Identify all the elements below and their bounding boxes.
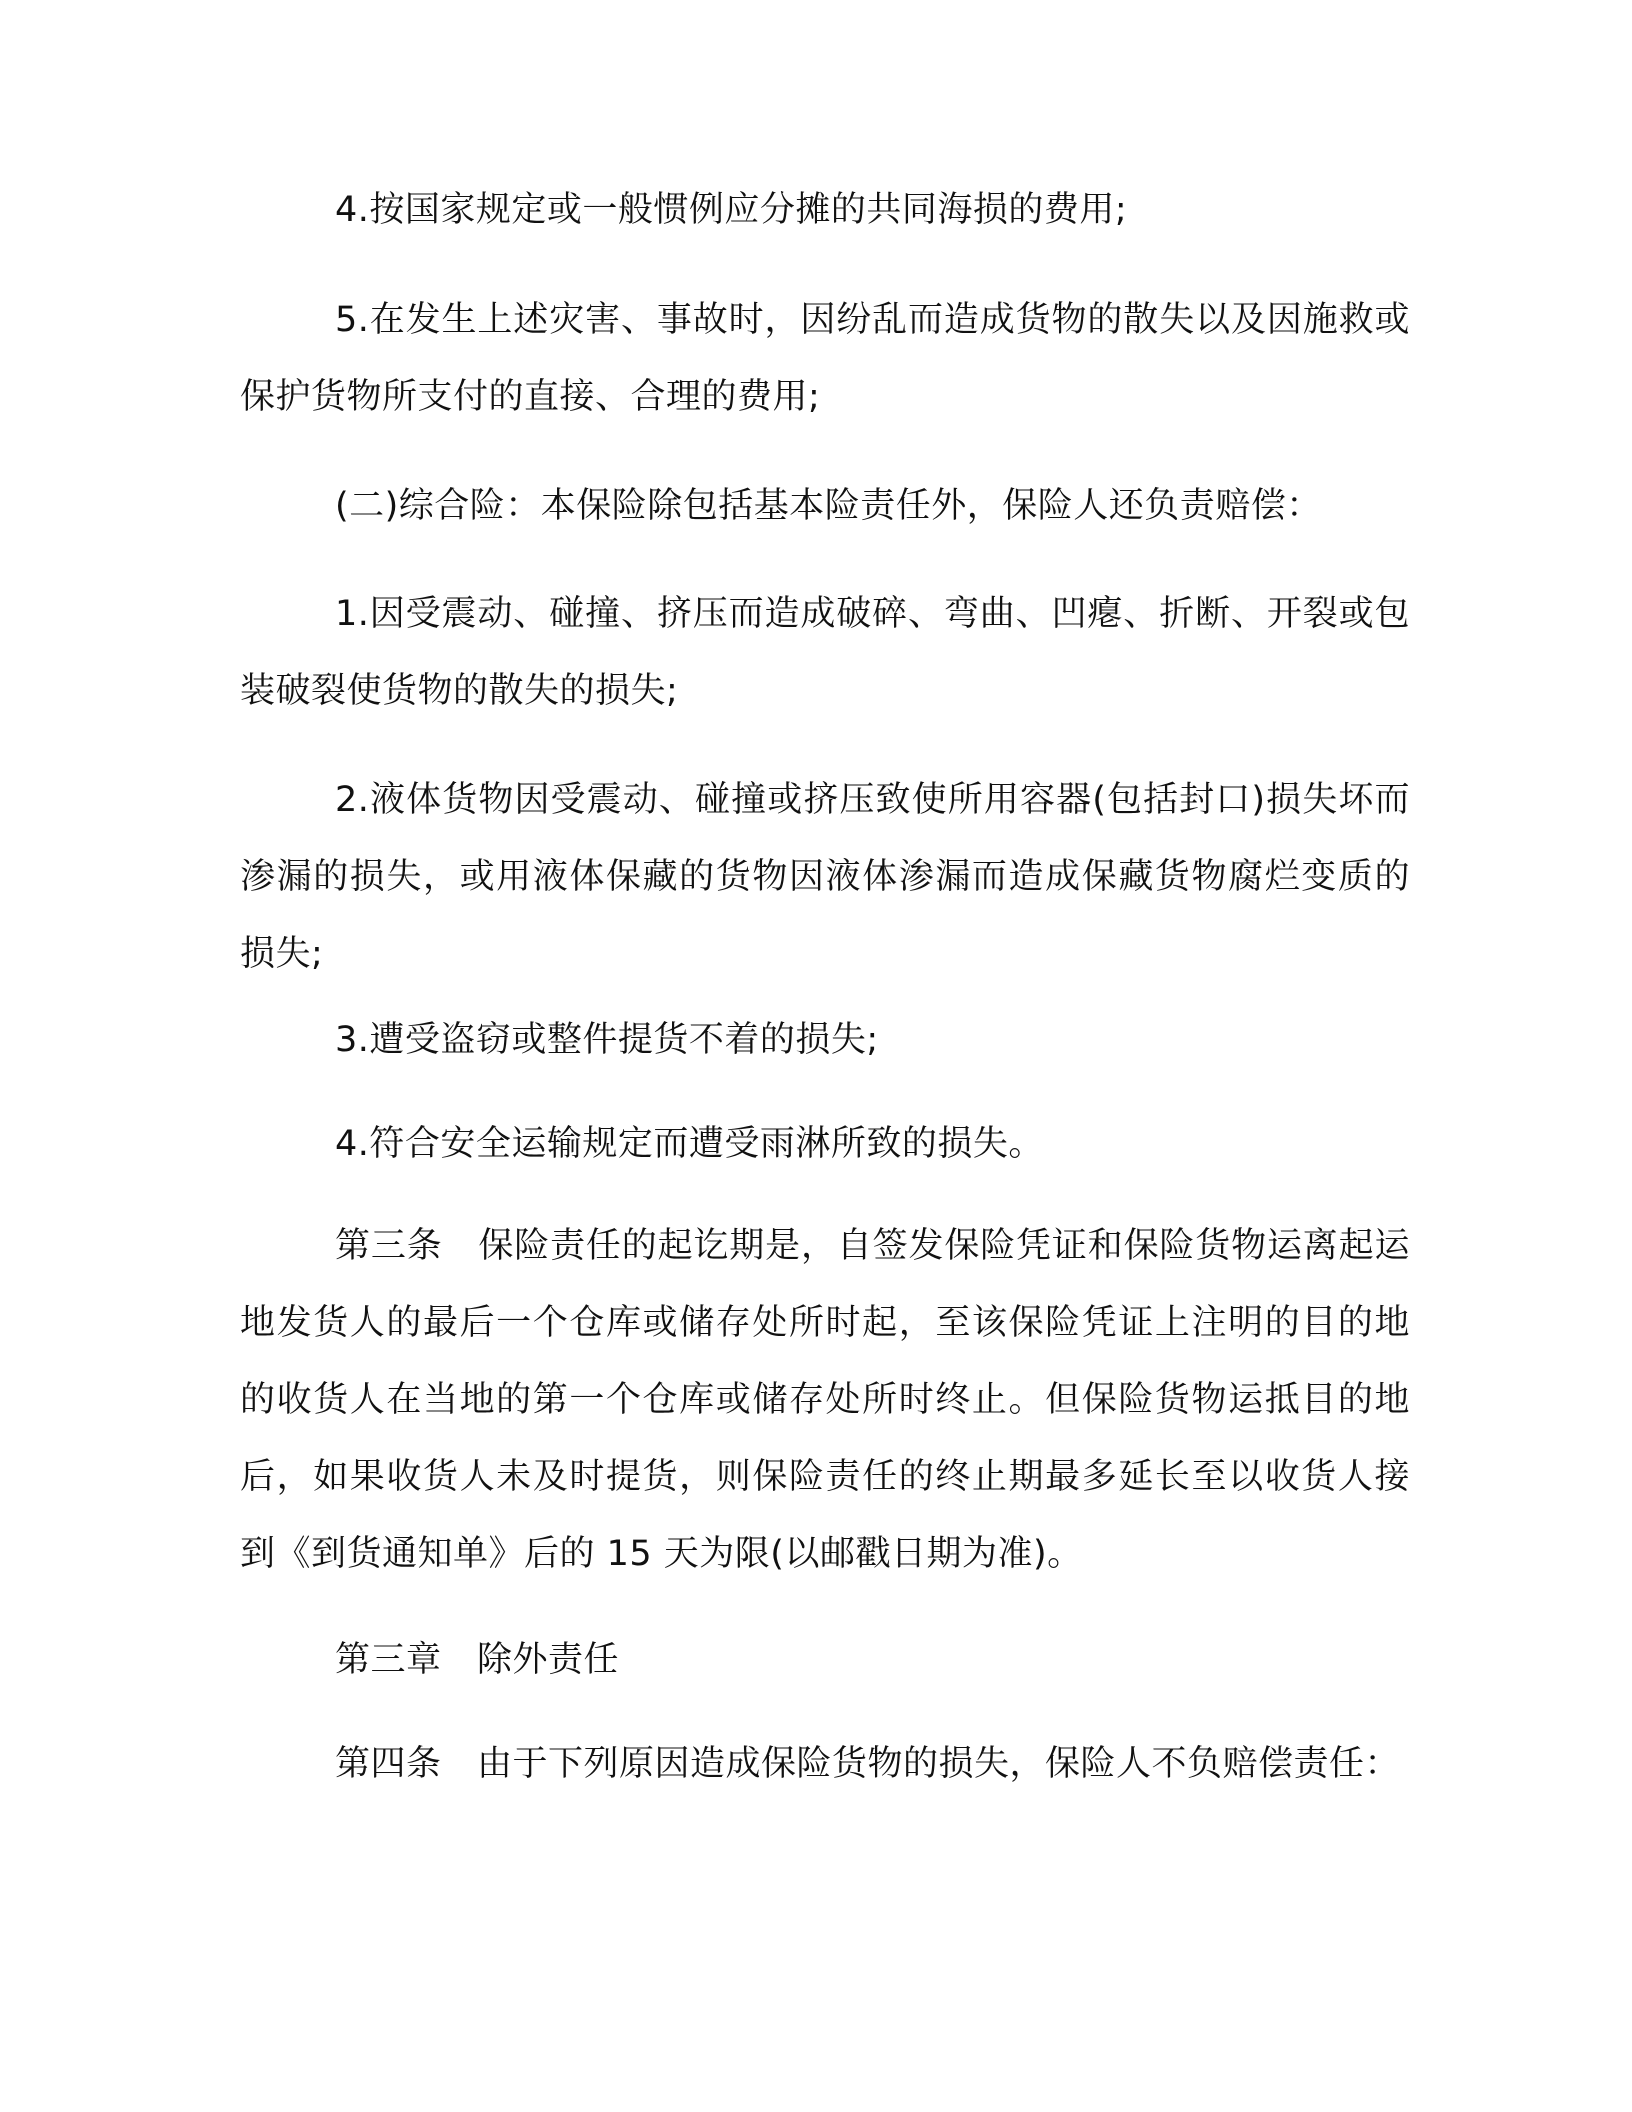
- paragraph-general-average: [240, 172, 1410, 249]
- paragraph-text: 1.因受震动、碰撞、挤压而造成破碎、弯曲、凹瘪、折断、开裂或包装破裂使货物的散失的损失;: [240, 594, 1410, 711]
- chapter-three-heading: [240, 1622, 1410, 1699]
- paragraph-text: 3.遭受盗窃或整件提货不着的损失;: [335, 1020, 879, 1060]
- paragraph-text: 第三条 保险责任的起讫期是，自签发保险凭证和保险货物运离起运地发货人的最后一个仓库或储存处所时起，至该保险凭证上注明的目的地的收货人在当地的第一个仓库或储存处所时终止。但保险货物运抵目的地后，如果收货人未及时提货，则保险责任的终止期最多延长至以收货人接到《到货通知单》后的 15 天为限(以邮戳日期为准)。: [240, 1226, 1410, 1574]
- paragraph-rain-damage: [240, 1106, 1410, 1183]
- paragraph-text: 2.液体货物因受震动、碰撞或挤压致使所用容器(包括封口)损失坏而渗漏的损失，或用液体保藏的货物因液体渗漏而造成保藏货物腐烂变质的损失;: [240, 780, 1410, 974]
- paragraph-liquid-leakage: [240, 762, 1410, 993]
- article-three: [240, 1208, 1410, 1593]
- paragraph-text: 5.在发生上述灾害、事故时，因纷乱而造成货物的散失以及因施救或保护货物所支付的直接、合理的费用;: [240, 300, 1410, 417]
- paragraph-theft: [240, 1002, 1410, 1079]
- paragraph-text: (二)综合险：本保险除包括基本险责任外，保险人还负责赔偿：: [335, 486, 1322, 526]
- paragraph-text: 4.按国家规定或一般惯例应分摊的共同海损的费用;: [335, 190, 1128, 230]
- article-four: [240, 1726, 1410, 1803]
- paragraph-comprehensive-insurance: [240, 468, 1410, 545]
- paragraph-text: 第四条 由于下列原因造成保险货物的损失，保险人不负赔偿责任：: [335, 1744, 1401, 1784]
- paragraph-damage-breakage: [240, 576, 1410, 730]
- paragraph-rescue-costs: [240, 282, 1410, 436]
- paragraph-text: 4.符合安全运输规定而遭受雨淋所致的损失。: [335, 1124, 1044, 1164]
- paragraph-text: 第三章 除外责任: [335, 1640, 620, 1680]
